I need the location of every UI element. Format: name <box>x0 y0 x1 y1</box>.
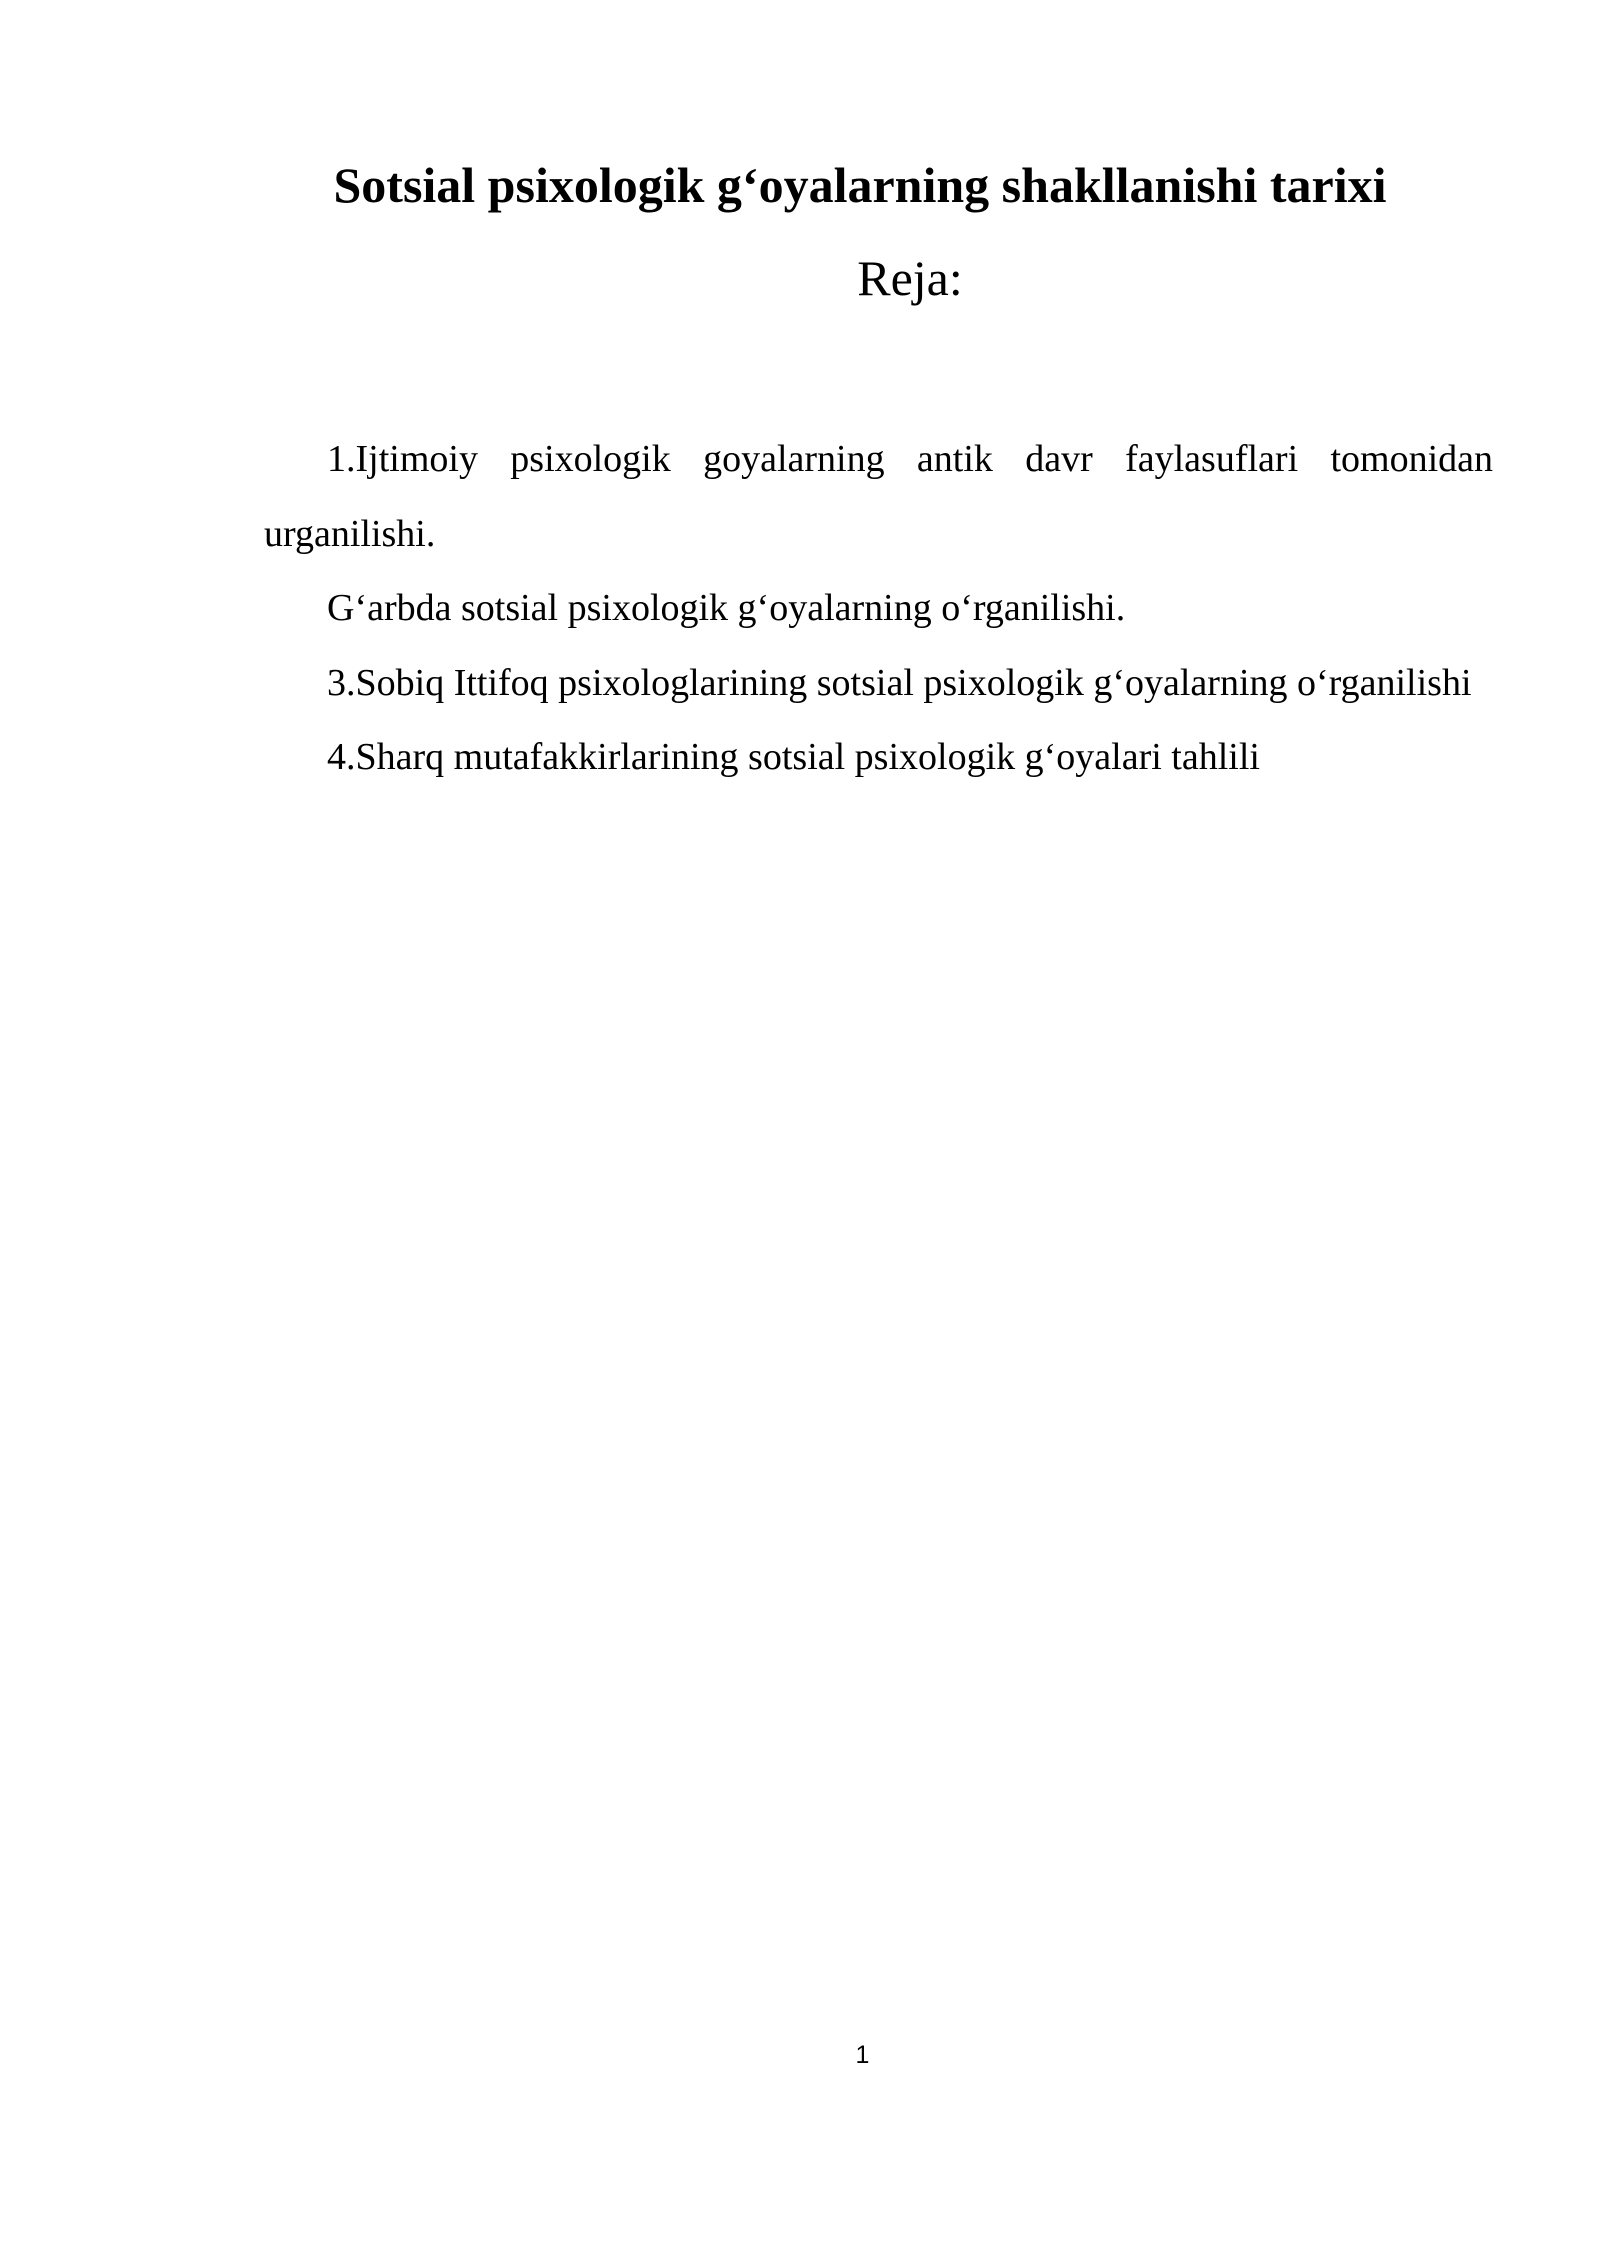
plan-item: 3.Sobiq Ittifoq psixologlarining sotsial psixologik g‘oyalarning o‘rganilishi <box>327 661 1472 704</box>
plan-heading: Reja: <box>857 250 963 306</box>
page-number: 1 <box>855 2041 870 2069</box>
plan-item: 4.Sharq mutafakkirlarining sotsial psixologik g‘oyalari tahlili <box>327 736 1260 778</box>
document-title: Sotsial psixologik g‘oyalarning shakllanishi tarixi <box>333 157 1387 213</box>
plan-item: G‘arbda sotsial psixologik g‘oyalarning o‘rganilishi. <box>327 587 1126 629</box>
plan-list <box>264 422 1493 795</box>
plan-item: 1.Ijtimoiy psixologik goyalarning antik davr faylasuflari tomonidan urganilishi. <box>264 438 1493 555</box>
